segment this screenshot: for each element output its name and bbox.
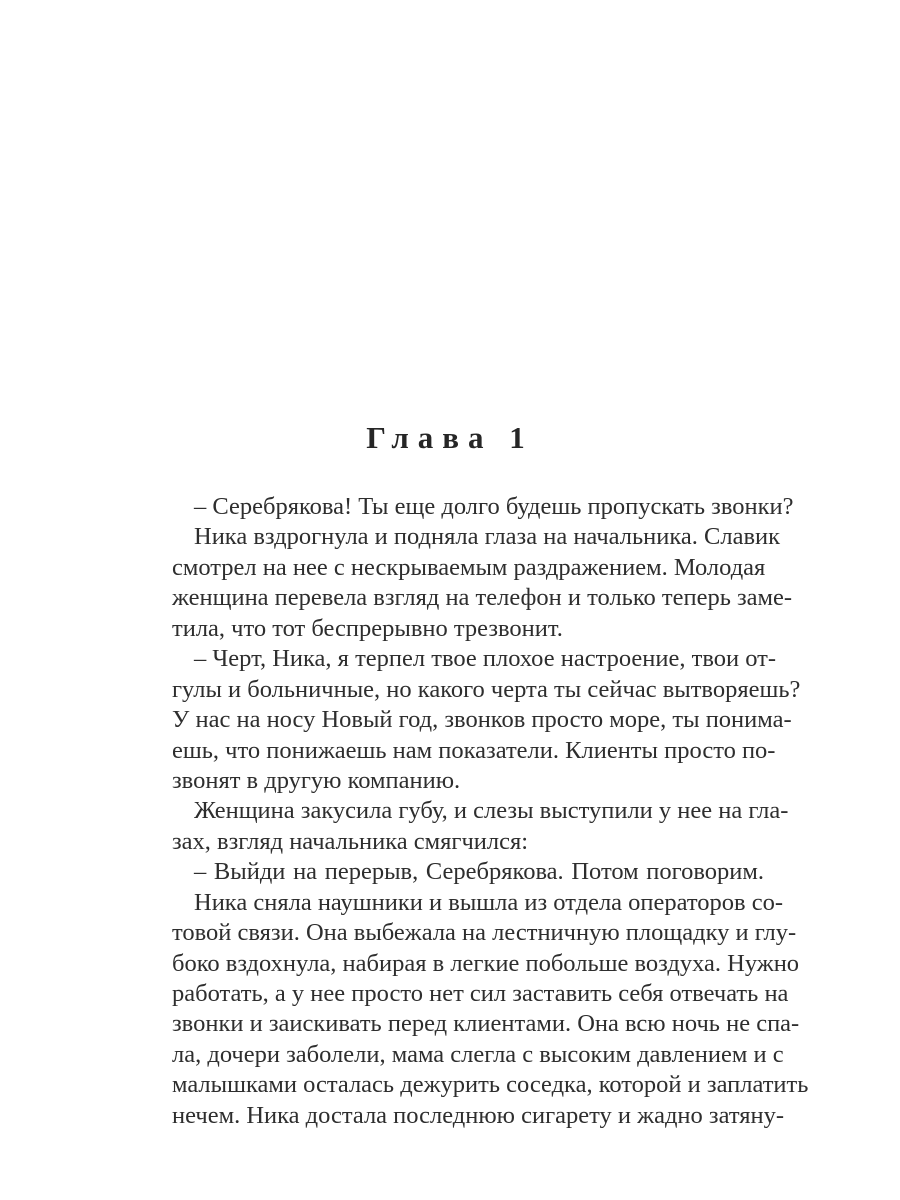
text-line: – Черт, Ника, я терпел твое плохое настроение, твои от- — [194, 645, 777, 673]
text-line: – Серебрякова! Ты еще долго будешь пропускать звонки? — [194, 493, 794, 520]
text-line: У нас на носу Новый год, звонков просто море, ты понима- — [172, 706, 792, 734]
text-line: зах, взгляд начальника смягчился: — [172, 827, 529, 855]
chapter-body-text — [172, 492, 809, 1131]
text-line: – Выйди на перерыв, Серебрякова. Потом поговорим. — [194, 858, 764, 886]
text-line: звонят в другую компанию. — [172, 766, 461, 794]
text-line: тила, что тот беспрерывно трезвонит. — [172, 614, 563, 642]
text-line: работать, а у нее просто нет сил заставить себя отвечать на — [172, 980, 789, 1007]
text-line: Женщина закусила губу, и слезы выступили у нее на гла- — [194, 797, 789, 825]
text-line: товой связи. Она выбежала на лестничную площадку и глу- — [172, 919, 797, 947]
text-line: нечем. Ника достала последнюю сигарету и жадно затяну- — [172, 1101, 784, 1129]
text-line: ешь, что понижаешь нам показатели. Клиенты просто по- — [172, 736, 776, 764]
text-line: ла, дочери заболели, мама слегла с высоким давлением и с — [172, 1040, 784, 1068]
text-line: Ника сняла наушники и вышла из отдела операторов со- — [194, 888, 784, 916]
text-line: малышками осталась дежурить соседка, которой и заплатить — [172, 1071, 809, 1099]
chapter-heading: Глава 1 — [366, 420, 534, 455]
text-line: Ника вздрогнула и подняла глаза на начальника. Славик — [194, 523, 781, 551]
text-line: звонки и заискивать перед клиентами. Она всю ночь не спа- — [172, 1010, 800, 1038]
text-line: боко вздохнула, набирая в легкие побольше воздуха. Нужно — [172, 949, 800, 977]
text-line: женщина перевела взгляд на телефон и только теперь заме- — [172, 584, 793, 612]
text-line: смотрел на нее с нескрываемым раздражением. Молодая — [172, 553, 766, 581]
text-line: гулы и больничные, но какого черта ты сейчас вытворяешь? — [172, 675, 801, 703]
